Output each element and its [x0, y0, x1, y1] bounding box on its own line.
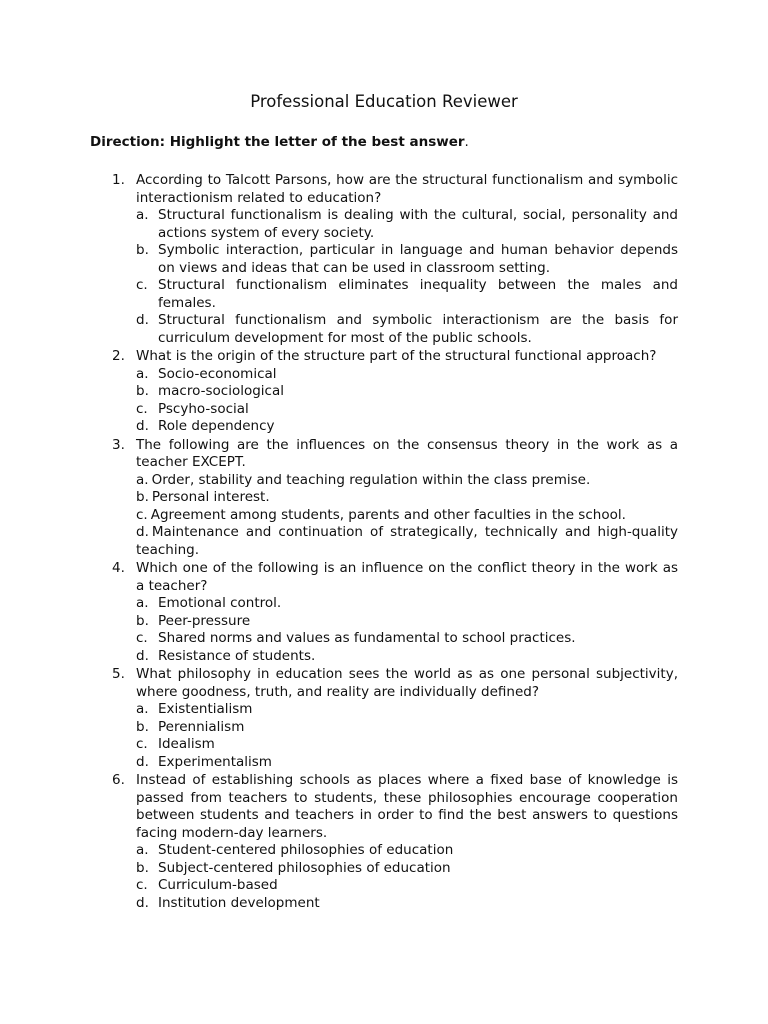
question-number: 1.	[112, 172, 125, 188]
option-text: Peer-pressure	[158, 612, 251, 629]
option-letter: a.	[136, 842, 149, 858]
option-letter: a.	[136, 701, 149, 717]
option-letter: a.	[136, 207, 149, 223]
question-2	[112, 348, 678, 436]
question-5	[112, 666, 678, 771]
option-text: Institution development	[158, 894, 320, 911]
question-text: What philosophy in education sees the world as as one personal subjectivity, where goodness, truth, and reality are individually defined?	[136, 666, 678, 700]
option-a[interactable]	[136, 207, 678, 242]
option-d[interactable]	[136, 754, 678, 772]
option-d[interactable]	[136, 312, 678, 347]
question-number: 6.	[112, 772, 125, 788]
option-letter: c.	[136, 400, 148, 417]
option-text: Experimentalism	[158, 753, 272, 770]
option-letter: d.	[136, 524, 149, 540]
option-text: Idealism	[158, 736, 215, 752]
option-d[interactable]	[136, 895, 678, 913]
option-text: Personal interest.	[151, 489, 270, 505]
option-a[interactable]	[136, 701, 678, 719]
option-letter: b.	[136, 718, 149, 735]
option-letter: c.	[136, 506, 148, 523]
option-text: Resistance of students.	[158, 647, 316, 664]
question-list	[112, 172, 678, 912]
question-6	[112, 772, 678, 912]
option-text: Curriculum-based	[158, 877, 278, 893]
option-list	[136, 701, 678, 771]
option-d[interactable]	[136, 648, 678, 666]
option-list	[136, 366, 678, 436]
option-letter: c.	[136, 277, 148, 293]
option-letter: b.	[136, 383, 149, 399]
option-b[interactable]	[136, 719, 678, 737]
option-b[interactable]	[136, 242, 678, 277]
option-letter: c.	[136, 877, 148, 893]
option-a[interactable]	[136, 842, 678, 860]
option-text: Perennialism	[158, 718, 245, 735]
option-text: Structural functionalism eliminates inequality between the males and females.	[158, 277, 678, 311]
option-text: Maintenance and continuation of strategically, technically and high-quality teaching.	[136, 524, 678, 558]
option-c[interactable]	[136, 401, 678, 419]
option-text: Emotional control.	[158, 595, 282, 611]
option-text: Symbolic interaction, particular in language and human behavior depends on views and ideas that can be used in classroom setting.	[158, 242, 678, 276]
option-d[interactable]	[136, 418, 678, 436]
option-letter: b.	[136, 489, 149, 505]
option-d[interactable]	[136, 524, 678, 559]
option-list	[136, 842, 678, 912]
option-b[interactable]	[136, 860, 678, 878]
question-text: Which one of the following is an influence on the conflict theory in the work as a teacher?	[136, 560, 678, 594]
option-letter: a.	[136, 365, 149, 382]
option-text: Agreement among students, parents and other faculties in the school.	[150, 506, 626, 523]
option-letter: d.	[136, 753, 149, 770]
option-text: Order, stability and teaching regulation within the class premise.	[151, 471, 591, 488]
option-letter: c.	[136, 736, 148, 752]
option-text: Existentialism	[158, 701, 253, 717]
question-number: 5.	[112, 666, 125, 682]
option-list	[136, 472, 678, 560]
option-text: Subject-centered philosophies of education	[158, 859, 451, 876]
question-text: The following are the influences on the consensus theory in the work as a teacher EXCEPT.	[136, 436, 678, 470]
option-text: Socio-economical	[158, 365, 277, 382]
option-text: Student-centered philosophies of education	[158, 842, 454, 858]
option-letter: a.	[136, 595, 149, 611]
option-text: Role dependency	[158, 418, 275, 434]
option-text: Pscyho-social	[158, 400, 249, 417]
direction-line	[90, 134, 469, 150]
question-text: Instead of establishing schools as places where a fixed base of knowledge is passed from teachers to students, these philosophies encourage cooperation between students and teachers in order to find the best answers to questions facing modern-day learners.	[136, 772, 678, 841]
option-letter: d.	[136, 647, 149, 664]
option-a[interactable]	[136, 472, 678, 490]
question-number: 2.	[112, 348, 125, 364]
question-1	[112, 172, 678, 347]
option-c[interactable]	[136, 736, 678, 754]
question-number: 3.	[112, 436, 125, 453]
option-c[interactable]	[136, 877, 678, 895]
option-text: Shared norms and values as fundamental to school practices.	[158, 630, 576, 646]
option-letter: d.	[136, 894, 149, 911]
option-letter: c.	[136, 630, 148, 646]
question-text: What is the origin of the structure part of the structural functional approach?	[136, 348, 657, 364]
option-text: Structural functionalism and symbolic interactionism are the basis for curriculum development for most of the public schools.	[158, 312, 678, 346]
option-letter: b.	[136, 859, 149, 876]
option-a[interactable]	[136, 366, 678, 384]
option-b[interactable]	[136, 613, 678, 631]
option-letter: b.	[136, 242, 149, 258]
question-3	[112, 437, 678, 560]
page-title: Professional Education Reviewer	[250, 92, 518, 111]
option-list	[136, 207, 678, 347]
option-c[interactable]	[136, 507, 678, 525]
question-4	[112, 560, 678, 665]
option-b[interactable]	[136, 489, 678, 507]
direction-text: Direction: Highlight the letter of the best answer	[90, 134, 465, 150]
option-letter: b.	[136, 612, 149, 629]
direction-period: .	[464, 134, 469, 150]
option-list	[136, 595, 678, 665]
option-text: Structural functionalism is dealing with the cultural, social, personality and actions system of every society.	[158, 207, 678, 241]
option-c[interactable]	[136, 630, 678, 648]
option-c[interactable]	[136, 277, 678, 312]
option-text: macro-sociological	[158, 383, 284, 399]
option-a[interactable]	[136, 595, 678, 613]
option-letter: d.	[136, 312, 149, 328]
question-number: 4.	[112, 560, 125, 576]
option-b[interactable]	[136, 383, 678, 401]
option-letter: a.	[136, 471, 149, 488]
option-letter: d.	[136, 418, 149, 434]
question-text: According to Talcott Parsons, how are the structural functionalism and symbolic interactionism related to education?	[136, 172, 678, 206]
